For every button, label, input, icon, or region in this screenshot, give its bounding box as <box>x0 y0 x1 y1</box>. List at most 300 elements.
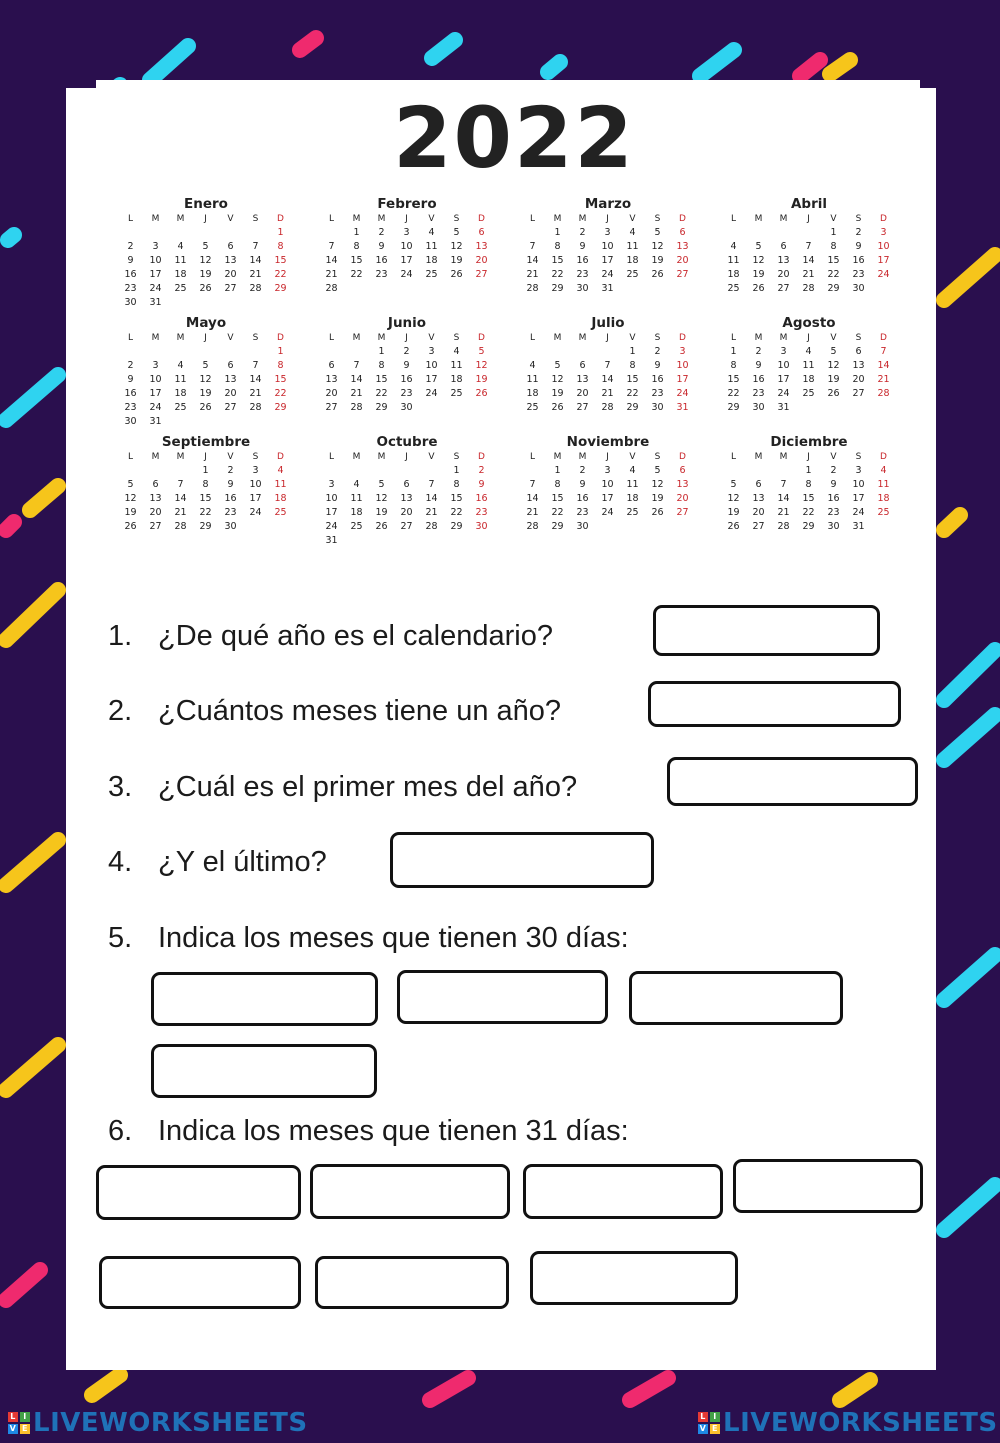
day-cell: 8 <box>805 479 812 490</box>
weekday-header: V <box>428 214 435 224</box>
day-cell: 27 <box>576 402 589 413</box>
day-cell: 28 <box>877 388 890 399</box>
day-cell: 26 <box>651 269 664 280</box>
day-cell: 17 <box>676 374 689 385</box>
month-febrero <box>319 197 495 296</box>
day-cell: 27 <box>676 269 689 280</box>
day-cell: 14 <box>350 374 363 385</box>
empty-day-cell <box>419 464 444 478</box>
day-cell: 17 <box>149 269 162 280</box>
liveworksheets-logo-icon: L I V E <box>8 1412 30 1434</box>
day-cell: 11 <box>425 241 438 252</box>
day-cell: 9 <box>755 360 762 371</box>
answer-box-q6-6[interactable] <box>315 1256 509 1309</box>
weekday-header: L <box>328 452 334 462</box>
day-cell: 26 <box>651 507 664 518</box>
day-cell: 14 <box>249 255 262 266</box>
day-cell: 4 <box>177 360 184 371</box>
day-cell: 27 <box>149 521 162 532</box>
weekday-header: J <box>405 452 408 462</box>
day-cell: 27 <box>752 521 765 532</box>
day-cell: 3 <box>880 227 887 238</box>
day-cell: 1 <box>730 346 737 357</box>
day-cell: 7 <box>428 479 435 490</box>
answer-box-q4[interactable] <box>390 832 654 888</box>
day-cell: 10 <box>249 479 262 490</box>
question-6 <box>108 1114 629 1148</box>
empty-day-cell <box>168 226 193 240</box>
weekday-header: M <box>779 452 788 462</box>
day-cell: 14 <box>174 493 187 504</box>
day-cell: 12 <box>827 360 840 371</box>
day-cell: 6 <box>478 227 485 238</box>
day-cell: 19 <box>551 388 564 399</box>
day-cell: 2 <box>579 465 586 476</box>
day-cell: 13 <box>777 255 790 266</box>
day-cell: 8 <box>629 360 636 371</box>
weekday-header: V <box>428 452 435 462</box>
day-cell: 12 <box>651 241 664 252</box>
empty-day-cell <box>243 226 268 240</box>
month-day-grid <box>118 331 294 429</box>
weekday-header: M <box>377 214 386 224</box>
day-cell: 16 <box>827 493 840 504</box>
day-cell: 30 <box>576 521 589 532</box>
month-day-grid <box>721 212 897 296</box>
empty-day-cell <box>118 345 143 359</box>
month-name: Diciembre <box>770 434 848 450</box>
empty-day-cell <box>771 226 796 240</box>
day-cell: 21 <box>325 269 338 280</box>
day-cell: 14 <box>425 493 438 504</box>
weekday-header: M <box>754 214 763 224</box>
day-cell: 22 <box>626 388 639 399</box>
day-cell: 3 <box>428 346 435 357</box>
day-cell: 25 <box>877 507 890 518</box>
weekday-header: J <box>807 452 810 462</box>
day-cell: 29 <box>450 521 463 532</box>
empty-day-cell <box>344 464 369 478</box>
day-cell: 9 <box>579 241 586 252</box>
day-cell: 31 <box>149 416 162 427</box>
day-cell: 29 <box>551 283 564 294</box>
day-cell: 18 <box>877 493 890 504</box>
day-cell: 29 <box>375 402 388 413</box>
weekday-header: J <box>405 333 408 343</box>
day-cell: 7 <box>177 479 184 490</box>
day-cell: 27 <box>676 507 689 518</box>
day-cell: 25 <box>174 402 187 413</box>
weekday-header: J <box>204 333 207 343</box>
day-cell: 18 <box>727 269 740 280</box>
day-cell: 2 <box>127 241 134 252</box>
answer-box-q5-3[interactable] <box>629 971 843 1025</box>
day-cell: 19 <box>199 269 212 280</box>
empty-day-cell <box>319 226 344 240</box>
day-cell: 27 <box>852 388 865 399</box>
answer-box-q6-3[interactable] <box>523 1164 723 1219</box>
day-cell: 8 <box>830 241 837 252</box>
day-cell: 25 <box>450 388 463 399</box>
day-cell: 29 <box>727 402 740 413</box>
day-cell: 3 <box>604 465 611 476</box>
day-cell: 18 <box>626 493 639 504</box>
day-cell: 3 <box>152 360 159 371</box>
question-text: ¿Cuántos meses tiene un año? <box>158 695 562 727</box>
calendar-year-title: 2022 <box>393 89 635 187</box>
day-cell: 30 <box>752 402 765 413</box>
day-cell: 7 <box>328 241 335 252</box>
day-cell: 8 <box>277 241 284 252</box>
day-cell: 12 <box>551 374 564 385</box>
weekday-header: S <box>855 452 862 462</box>
question-text: ¿De qué año es el calendario? <box>158 620 553 652</box>
weekday-header: M <box>151 452 160 462</box>
weekday-header: M <box>377 452 386 462</box>
day-cell: 20 <box>400 507 413 518</box>
day-cell: 17 <box>249 493 262 504</box>
day-cell: 17 <box>877 255 890 266</box>
weekday-header: S <box>654 214 661 224</box>
day-cell: 7 <box>252 360 259 371</box>
day-cell: 18 <box>802 374 815 385</box>
day-cell: 31 <box>149 297 162 308</box>
month-day-grid <box>118 450 294 534</box>
day-cell: 6 <box>679 227 686 238</box>
day-cell: 22 <box>274 269 287 280</box>
day-cell: 13 <box>475 241 488 252</box>
weekday-header: V <box>227 214 234 224</box>
question-5 <box>108 921 629 955</box>
day-cell: 5 <box>378 479 385 490</box>
day-cell: 24 <box>249 507 262 518</box>
day-cell: 27 <box>475 269 488 280</box>
day-cell: 20 <box>676 493 689 504</box>
day-cell: 1 <box>353 227 360 238</box>
day-cell: 28 <box>249 402 262 413</box>
day-cell: 25 <box>174 283 187 294</box>
day-cell: 15 <box>727 374 740 385</box>
day-cell: 10 <box>877 241 890 252</box>
month-name: Agosto <box>782 315 836 331</box>
day-cell: 11 <box>526 374 539 385</box>
month-octubre <box>319 435 495 548</box>
weekday-header: M <box>578 452 587 462</box>
day-cell: 16 <box>375 255 388 266</box>
weekday-header: S <box>855 214 862 224</box>
day-cell: 24 <box>601 507 614 518</box>
day-cell: 20 <box>852 374 865 385</box>
day-cell: 17 <box>325 507 338 518</box>
day-cell: 17 <box>777 374 790 385</box>
day-cell: 31 <box>601 283 614 294</box>
weekday-header: D <box>478 214 485 224</box>
weekday-header: V <box>830 333 837 343</box>
day-cell: 28 <box>777 521 790 532</box>
month-day-grid <box>721 331 897 415</box>
day-cell: 16 <box>576 493 589 504</box>
day-cell: 13 <box>224 374 237 385</box>
day-cell: 6 <box>855 346 862 357</box>
month-junio <box>319 316 495 415</box>
answer-box-q5-4[interactable] <box>151 1044 377 1098</box>
day-cell: 12 <box>651 479 664 490</box>
day-cell: 16 <box>124 388 137 399</box>
day-cell: 23 <box>576 507 589 518</box>
day-cell: 22 <box>727 388 740 399</box>
day-cell: 10 <box>425 360 438 371</box>
question-4 <box>108 845 327 879</box>
day-cell: 26 <box>551 402 564 413</box>
day-cell: 13 <box>676 479 689 490</box>
weekday-header: V <box>830 214 837 224</box>
day-cell: 10 <box>601 241 614 252</box>
day-cell: 9 <box>127 374 134 385</box>
day-cell: 18 <box>350 507 363 518</box>
day-cell: 15 <box>551 255 564 266</box>
weekday-header: L <box>730 333 736 343</box>
day-cell: 30 <box>224 521 237 532</box>
day-cell: 16 <box>124 269 137 280</box>
day-cell: 28 <box>174 521 187 532</box>
day-cell: 30 <box>124 416 137 427</box>
day-cell: 21 <box>174 507 187 518</box>
day-cell: 17 <box>425 374 438 385</box>
day-cell: 15 <box>350 255 363 266</box>
day-cell: 29 <box>551 521 564 532</box>
empty-day-cell <box>319 345 344 359</box>
day-cell: 17 <box>400 255 413 266</box>
day-cell: 3 <box>152 241 159 252</box>
day-cell: 26 <box>450 269 463 280</box>
answer-box-q6-2[interactable] <box>310 1164 510 1219</box>
day-cell: 1 <box>202 465 209 476</box>
weekday-header: J <box>606 452 609 462</box>
day-cell: 5 <box>654 227 661 238</box>
day-cell: 4 <box>428 227 435 238</box>
day-cell: 10 <box>149 255 162 266</box>
day-cell: 15 <box>626 374 639 385</box>
day-cell: 12 <box>727 493 740 504</box>
day-cell: 4 <box>529 360 536 371</box>
answer-box-q3[interactable] <box>667 757 918 806</box>
weekday-header: D <box>880 333 887 343</box>
day-cell: 5 <box>830 346 837 357</box>
day-cell: 14 <box>601 374 614 385</box>
day-cell: 14 <box>802 255 815 266</box>
day-cell: 4 <box>805 346 812 357</box>
day-cell: 25 <box>274 507 287 518</box>
day-cell: 22 <box>450 507 463 518</box>
weekday-header: S <box>252 333 259 343</box>
day-cell: 2 <box>127 360 134 371</box>
weekday-header: V <box>629 214 636 224</box>
day-cell: 24 <box>852 507 865 518</box>
day-cell: 24 <box>425 388 438 399</box>
day-cell: 30 <box>576 283 589 294</box>
answer-box-q5-1[interactable] <box>151 972 378 1026</box>
answer-box-q5-2[interactable] <box>397 970 608 1024</box>
day-cell: 23 <box>651 388 664 399</box>
day-cell: 15 <box>375 374 388 385</box>
day-cell: 24 <box>601 269 614 280</box>
weekday-header: J <box>204 214 207 224</box>
day-cell: 23 <box>752 388 765 399</box>
empty-day-cell <box>545 345 570 359</box>
month-name: Abril <box>790 196 828 212</box>
weekday-header: S <box>453 214 460 224</box>
day-cell: 15 <box>802 493 815 504</box>
day-cell: 28 <box>601 402 614 413</box>
day-cell: 9 <box>403 360 410 371</box>
weekday-header: M <box>176 452 185 462</box>
day-cell: 5 <box>730 479 737 490</box>
answer-box-q2[interactable] <box>648 681 901 727</box>
weekday-header: J <box>606 214 609 224</box>
empty-day-cell <box>243 345 268 359</box>
day-cell: 31 <box>777 402 790 413</box>
day-cell: 5 <box>202 360 209 371</box>
weekday-header: D <box>880 452 887 462</box>
day-cell: 22 <box>802 507 815 518</box>
day-cell: 9 <box>478 479 485 490</box>
day-cell: 23 <box>475 507 488 518</box>
day-cell: 27 <box>325 402 338 413</box>
day-cell: 29 <box>626 402 639 413</box>
weekday-header: M <box>779 333 788 343</box>
day-cell: 22 <box>199 507 212 518</box>
day-cell: 6 <box>328 360 335 371</box>
answer-box-q6-5[interactable] <box>99 1256 301 1309</box>
day-cell: 16 <box>852 255 865 266</box>
day-cell: 21 <box>425 507 438 518</box>
month-diciembre <box>721 435 897 534</box>
day-cell: 4 <box>730 241 737 252</box>
answer-box-q6-1[interactable] <box>96 1165 301 1220</box>
day-cell: 2 <box>755 346 762 357</box>
month-agosto <box>721 316 897 415</box>
day-cell: 29 <box>274 402 287 413</box>
weekday-header: M <box>176 214 185 224</box>
day-cell: 8 <box>202 479 209 490</box>
day-cell: 11 <box>174 374 187 385</box>
day-cell: 23 <box>124 283 137 294</box>
day-cell: 2 <box>227 465 234 476</box>
day-cell: 27 <box>224 283 237 294</box>
question-number: 6. <box>108 1115 133 1147</box>
weekday-header: L <box>328 214 334 224</box>
day-cell: 28 <box>249 283 262 294</box>
month-name: Noviembre <box>566 434 650 450</box>
day-cell: 9 <box>378 241 385 252</box>
empty-day-cell <box>193 226 218 240</box>
weekday-header: M <box>553 214 562 224</box>
day-cell: 4 <box>629 227 636 238</box>
day-cell: 14 <box>526 255 539 266</box>
month-name: Marzo <box>584 196 632 212</box>
day-cell: 5 <box>202 241 209 252</box>
empty-day-cell <box>218 226 243 240</box>
month-name: Febrero <box>377 196 437 212</box>
day-cell: 8 <box>554 241 561 252</box>
day-cell: 30 <box>124 297 137 308</box>
day-cell: 21 <box>526 507 539 518</box>
weekday-header: V <box>227 333 234 343</box>
day-cell: 17 <box>852 493 865 504</box>
day-cell: 11 <box>350 493 363 504</box>
day-cell: 26 <box>199 402 212 413</box>
weekday-header: J <box>204 452 207 462</box>
weekday-header: D <box>478 333 485 343</box>
day-cell: 7 <box>805 241 812 252</box>
day-cell: 12 <box>752 255 765 266</box>
weekday-header: L <box>127 452 133 462</box>
day-cell: 10 <box>149 374 162 385</box>
weekday-header: M <box>578 214 587 224</box>
day-cell: 8 <box>453 479 460 490</box>
day-cell: 26 <box>727 521 740 532</box>
empty-day-cell <box>721 226 746 240</box>
month-day-grid <box>721 450 897 534</box>
day-cell: 16 <box>224 493 237 504</box>
day-cell: 15 <box>274 374 287 385</box>
day-cell: 27 <box>400 521 413 532</box>
empty-day-cell <box>143 345 168 359</box>
day-cell: 15 <box>199 493 212 504</box>
month-day-grid <box>520 212 696 296</box>
day-cell: 11 <box>626 241 639 252</box>
day-cell: 8 <box>277 360 284 371</box>
month-day-grid <box>319 450 495 548</box>
day-cell: 2 <box>403 346 410 357</box>
question-1 <box>108 619 553 653</box>
day-cell: 19 <box>450 255 463 266</box>
question-number: 4. <box>108 846 133 878</box>
day-cell: 19 <box>375 507 388 518</box>
day-cell: 23 <box>852 269 865 280</box>
answer-box-q6-4[interactable] <box>733 1159 923 1213</box>
day-cell: 16 <box>651 374 664 385</box>
day-cell: 10 <box>601 479 614 490</box>
weekday-header: J <box>405 214 408 224</box>
weekday-header: J <box>807 214 810 224</box>
day-cell: 9 <box>227 479 234 490</box>
day-cell: 28 <box>526 521 539 532</box>
month-name: Octubre <box>376 434 438 450</box>
day-cell: 14 <box>777 493 790 504</box>
day-cell: 29 <box>827 283 840 294</box>
day-cell: 5 <box>654 465 661 476</box>
day-cell: 8 <box>353 241 360 252</box>
empty-day-cell <box>344 345 369 359</box>
empty-day-cell <box>218 345 243 359</box>
day-cell: 25 <box>425 269 438 280</box>
weekday-header: L <box>127 333 133 343</box>
answer-box-q1[interactable] <box>653 605 880 656</box>
day-cell: 25 <box>802 388 815 399</box>
answer-box-q6-7[interactable] <box>530 1251 738 1305</box>
day-cell: 6 <box>780 241 787 252</box>
month-name: Septiembre <box>161 434 251 450</box>
weekday-header: M <box>754 452 763 462</box>
weekday-header: D <box>277 452 284 462</box>
day-cell: 11 <box>877 479 890 490</box>
weekday-header: V <box>428 333 435 343</box>
day-cell: 27 <box>224 402 237 413</box>
weekday-header: D <box>679 452 686 462</box>
day-cell: 11 <box>626 479 639 490</box>
day-cell: 30 <box>651 402 664 413</box>
